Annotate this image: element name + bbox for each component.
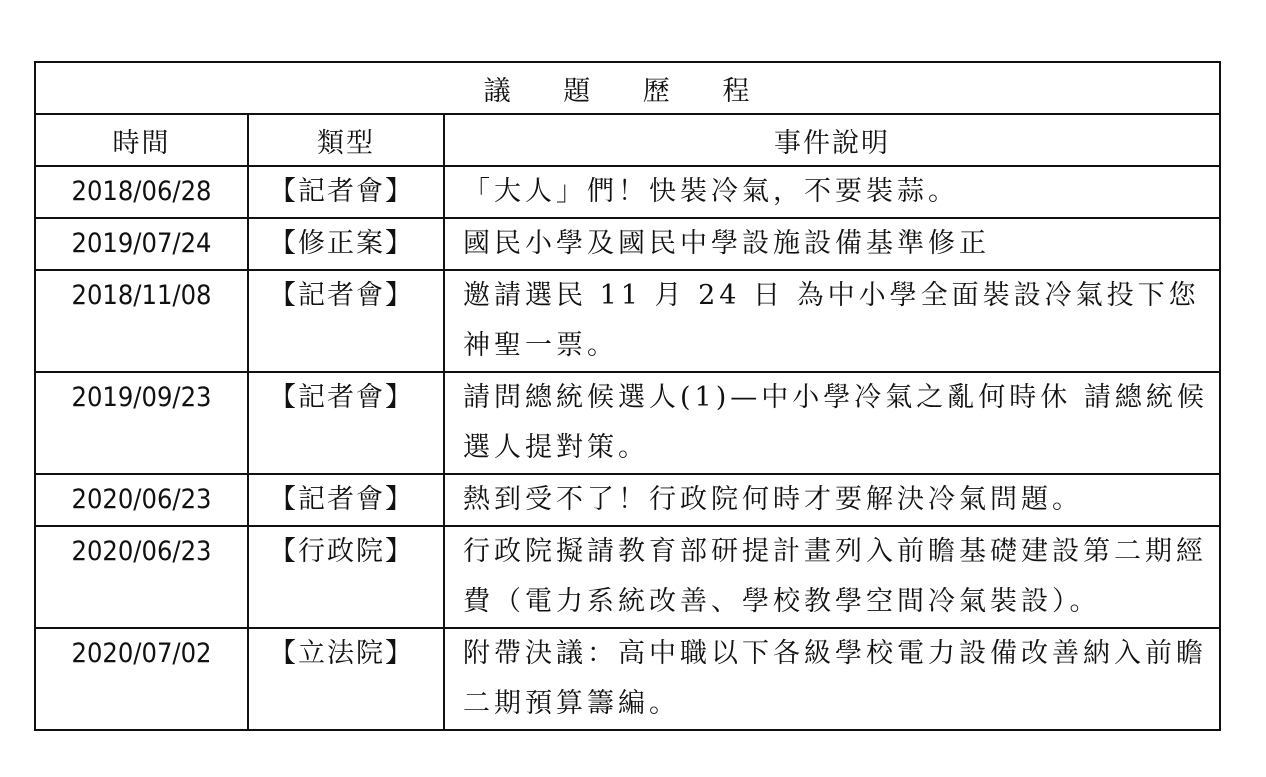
table-row: [35, 372, 1220, 474]
row-type: 【行政院】: [248, 526, 444, 628]
header-description: 事件說明: [444, 114, 1220, 166]
row-date: 2018/11/08: [35, 270, 248, 372]
row-description: 熱到受不了！行政院何時才要解決冷氣問題。: [444, 474, 1220, 526]
table-title: 議 題 歷 程: [35, 62, 1220, 114]
header-row: [35, 114, 1220, 166]
row-type: 【修正案】: [248, 218, 444, 270]
row-description: 請問總統候選人(1)—中小學冷氣之亂何時休 請總統候選人提對策。: [444, 372, 1220, 474]
header-time: 時間: [35, 114, 248, 166]
row-description: 「大人」們！快裝冷氣，不要裝蒜。: [444, 166, 1220, 218]
row-description: 附帶決議：高中職以下各級學校電力設備改善納入前瞻二期預算籌編。: [444, 628, 1220, 730]
table-row: [35, 526, 1220, 628]
row-description: 邀請選民 11 月 24 日 為中小學全面裝設冷氣投下您神聖一票。: [444, 270, 1220, 372]
row-date: 2020/07/02: [35, 628, 248, 730]
row-type: 【記者會】: [248, 474, 444, 526]
row-description: 行政院擬請教育部研提計畫列入前瞻基礎建設第二期經費（電力系統改善、學校教學空間冷氣裝設）。: [444, 526, 1220, 628]
table-row: [35, 270, 1220, 372]
header-type: 類型: [248, 114, 444, 166]
issue-history-table: [34, 61, 1221, 731]
row-type: 【立法院】: [248, 628, 444, 730]
table-row: [35, 218, 1220, 270]
table-row: [35, 166, 1220, 218]
row-description: 國民小學及國民中學設施設備基準修正: [444, 218, 1220, 270]
title-row: [35, 62, 1220, 114]
row-date: 2018/06/28: [35, 166, 248, 218]
row-type: 【記者會】: [248, 372, 444, 474]
row-date: 2019/09/23: [35, 372, 248, 474]
table-row: [35, 474, 1220, 526]
row-date: 2020/06/23: [35, 526, 248, 628]
row-type: 【記者會】: [248, 270, 444, 372]
row-type: 【記者會】: [248, 166, 444, 218]
row-date: 2020/06/23: [35, 474, 248, 526]
table-row: [35, 628, 1220, 730]
row-date: 2019/07/24: [35, 218, 248, 270]
